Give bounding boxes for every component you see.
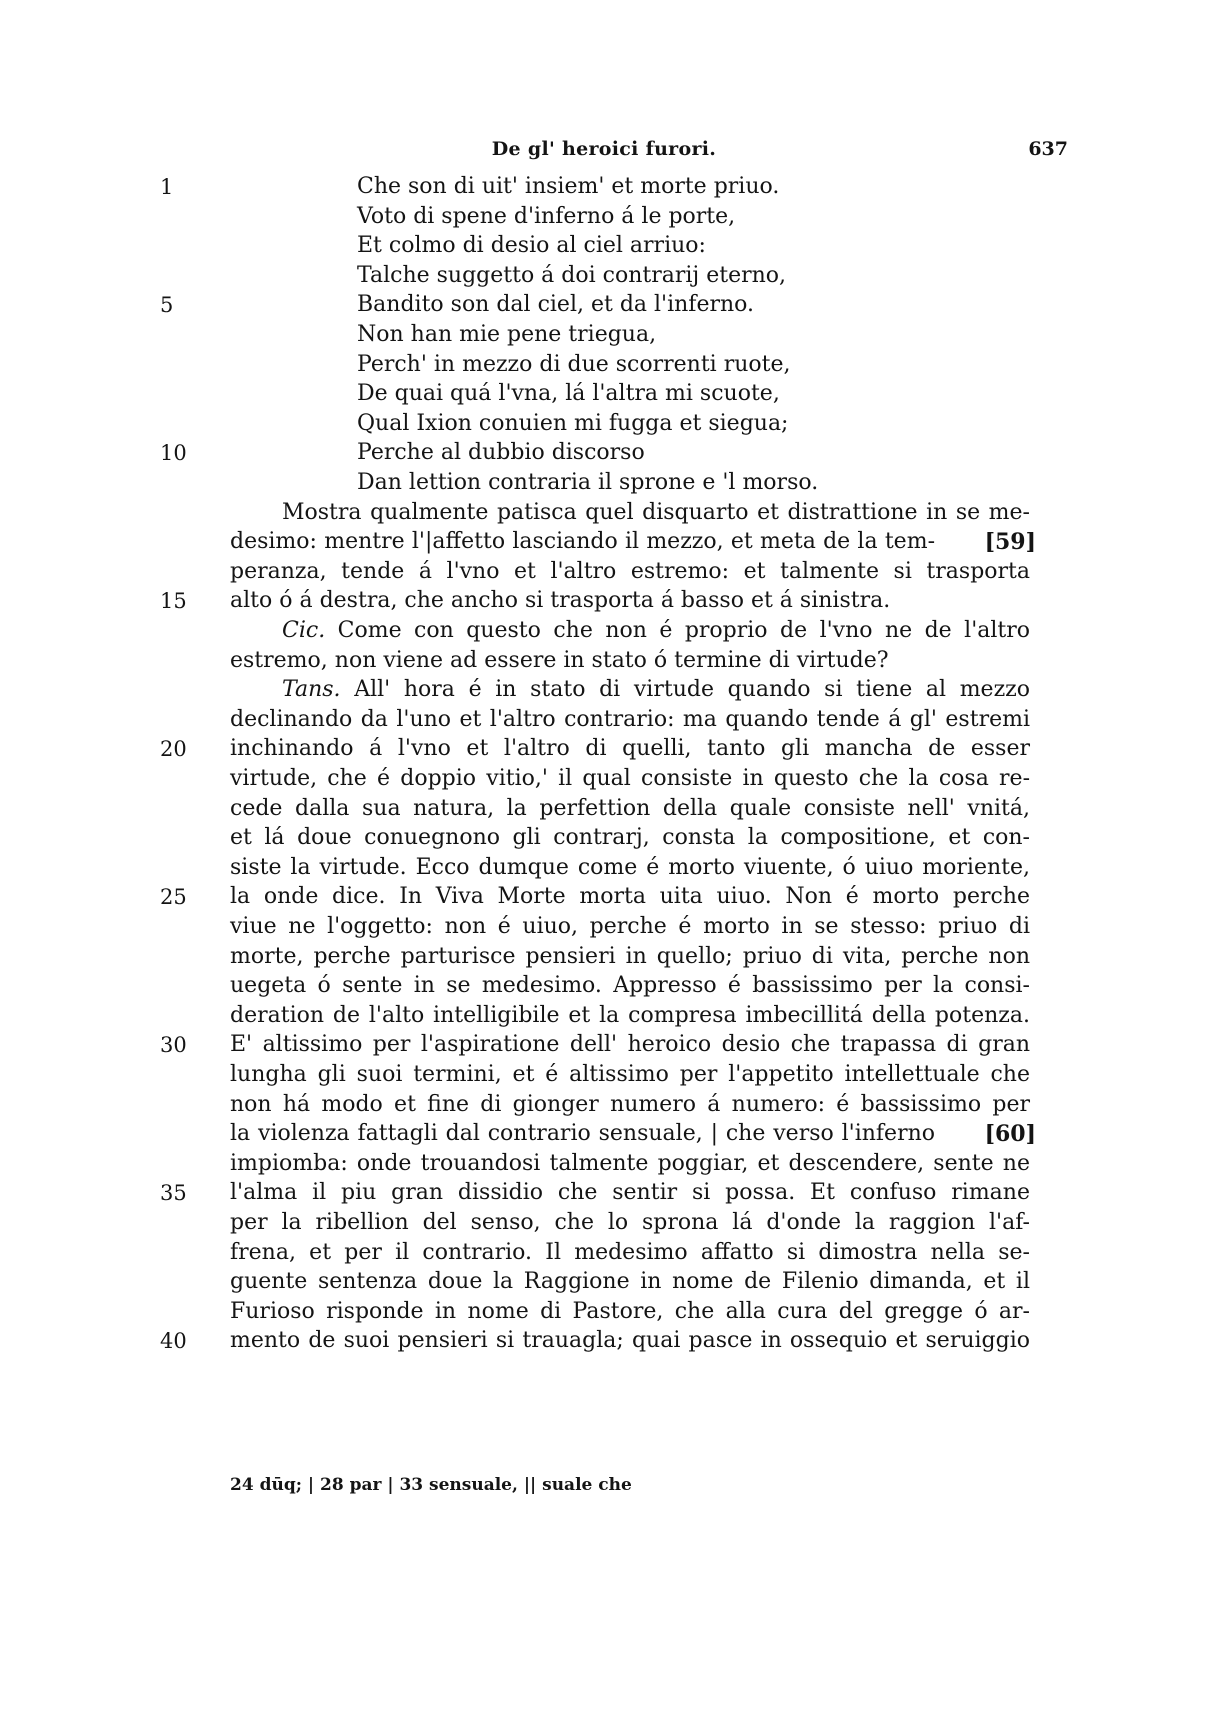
line-number: 1 (160, 175, 174, 199)
line-number (160, 379, 230, 409)
line-number: 10 (160, 441, 187, 465)
prose-line: deration de l'alto intelligibile et la compresa imbecillitá della potenza. (230, 1003, 1030, 1028)
prose-line: viue ne l'oggetto: non é uiuo, perche é morto in se stesso: priuo di (230, 914, 1030, 939)
line-number (160, 616, 230, 646)
prose-line: Furioso risponde in nome di Pastore, che alla cura del gregge ó ar- (230, 1299, 1030, 1324)
prose-line: Mostra qualmente patisca quel disquarto et distrattione in se me- (282, 500, 1030, 525)
line-number (160, 1267, 230, 1297)
prose-line: inchinando á l'vno et l'altro di quelli, tanto gli mancha de esser (230, 736, 1030, 761)
prose-line: guente sentenza doue la Raggione in nome de Filenio dimanda, et il (230, 1269, 1030, 1294)
line-number (160, 1060, 230, 1090)
prose-line: alto ó á destra, che ancho si trasporta á basso et á sinistra. (230, 588, 891, 613)
prose-line: la violenza fattagli dal contrario sensuale, | che verso l'inferno (230, 1121, 935, 1146)
prose-line: Cic. Come con questo che non é proprio de l'vno ne de l'altro (282, 618, 1030, 643)
line-number (160, 527, 230, 557)
line-number (160, 912, 230, 942)
line-number (160, 1238, 230, 1268)
line-number (160, 409, 230, 439)
line-number (160, 557, 230, 587)
line-number: 30 (160, 1033, 187, 1057)
line-number: 20 (160, 737, 187, 761)
line-number (160, 646, 230, 676)
prose-line: desimo: mentre l'|affetto lasciando il mezzo, et meta de la tem- (230, 529, 935, 554)
line-number (160, 853, 230, 883)
line-number: 25 (160, 885, 187, 909)
running-title: De gl' heroici furori. (491, 138, 717, 160)
footnote-apparatus: 24 dūq; | 28 par | 33 sensuale, || suale che (230, 1475, 632, 1495)
prose-line: Tans. All' hora é in stato di virtude quando si tiene al mezzo (282, 677, 1030, 702)
line-number (160, 675, 230, 705)
verse-line: Dan lettion contraria il sprone e 'l morso. (357, 470, 819, 495)
original-page-marker: [59] (984, 529, 1036, 555)
prose-line: virtude, che é doppio vitio,' il qual consiste in questo che la cosa re- (230, 766, 1030, 791)
prose-line: siste la virtude. Ecco dumque come é morto viuente, ó uiuo moriente, (230, 855, 1030, 880)
speaker-label: Tans. (282, 677, 341, 702)
verse-line: Perch' in mezzo di due scorrenti ruote, (357, 352, 791, 377)
verse-line: Et colmo di desio al ciel arriuo: (357, 233, 706, 258)
line-number (160, 942, 230, 972)
line-number (160, 468, 230, 498)
verse-line: Talche suggetto á doi contrarij eterno, (357, 263, 787, 288)
prose-line: impiomba: onde trouandosi talmente poggiar, et descendere, sente ne (230, 1151, 1030, 1176)
verse-line: Qual Ixion conuien mi fugga et siegua; (357, 411, 789, 436)
line-number (160, 794, 230, 824)
line-number (160, 498, 230, 528)
line-number (160, 261, 230, 291)
prose-line: non há modo et fine di gionger numero á numero: é bassissimo per (230, 1092, 1030, 1117)
line-number (160, 1297, 230, 1327)
line-number (160, 1119, 230, 1149)
verse-line: De quai quá l'vna, lá l'altra mi scuote, (357, 381, 780, 406)
speaker-label: Cic. (282, 618, 326, 643)
prose-line: frena, et per il contrario. Il medesimo affatto si dimostra nella se- (230, 1240, 1030, 1265)
prose-line: morte, perche parturisce pensieri in quello; priuo di vita, perche non (230, 944, 1030, 969)
prose-line: declinando da l'uno et l'altro contrario: ma quando tende á gl' estremi (230, 707, 1030, 732)
original-page-marker: [60] (984, 1121, 1036, 1147)
line-number (160, 971, 230, 1001)
line-number: 15 (160, 589, 187, 613)
verse-line: Che son di uit' insiem' et morte priuo. (357, 174, 780, 199)
prose-line: cede dalla sua natura, la perfettion della quale consiste nell' vnitá, (230, 796, 1030, 821)
line-number (160, 705, 230, 735)
prose-line: peranza, tende á l'vno et l'altro estremo: et talmente si trasporta (230, 559, 1030, 584)
prose-line: et lá doue conuegnono gli contrarj, consta la compositione, et con- (230, 825, 1030, 850)
verse-line: Bandito son dal ciel, et da l'inferno. (357, 292, 755, 317)
line-number (160, 1001, 230, 1031)
prose-line: l'alma il piu gran dissidio che sentir si possa. Et confuso rimane (230, 1180, 1030, 1205)
prose-line: per la ribellion del senso, che lo sprona lá d'onde la raggion l'af- (230, 1210, 1030, 1235)
line-number (160, 320, 230, 350)
line-number: 5 (160, 293, 174, 317)
prose-line: lungha gli suoi termini, et é altissimo per l'appetito intellettuale che (230, 1062, 1030, 1087)
prose-line: estremo, non viene ad essere in stato ó termine di virtude? (230, 648, 889, 673)
line-number (160, 823, 230, 853)
page-number: 637 (1028, 138, 1068, 160)
line-number: 35 (160, 1181, 187, 1205)
line-number (160, 202, 230, 232)
line-number (160, 764, 230, 794)
line-number (160, 1149, 230, 1179)
verse-line: Non han mie pene triegua, (357, 322, 657, 347)
prose-line: la onde dice. In Viva Morte morta uita uiuo. Non é morto perche (230, 884, 1030, 909)
prose-line: uegeta ó sente in se medesimo. Appresso é bassissimo per la consi- (230, 973, 1030, 998)
line-number (160, 1090, 230, 1120)
prose-line: mento de suoi pensieri si trauagla; quai pasce in ossequio et seruiggio (230, 1328, 1030, 1353)
prose-line: E' altissimo per l'aspiratione dell' heroico desio che trapassa di gran (230, 1032, 1030, 1057)
line-number: 40 (160, 1329, 187, 1353)
line-number (160, 350, 230, 380)
verse-line: Voto di spene d'inferno á le porte, (357, 204, 736, 229)
line-number (160, 1208, 230, 1238)
verse-line: Perche al dubbio discorso (357, 440, 645, 465)
line-number (160, 231, 230, 261)
